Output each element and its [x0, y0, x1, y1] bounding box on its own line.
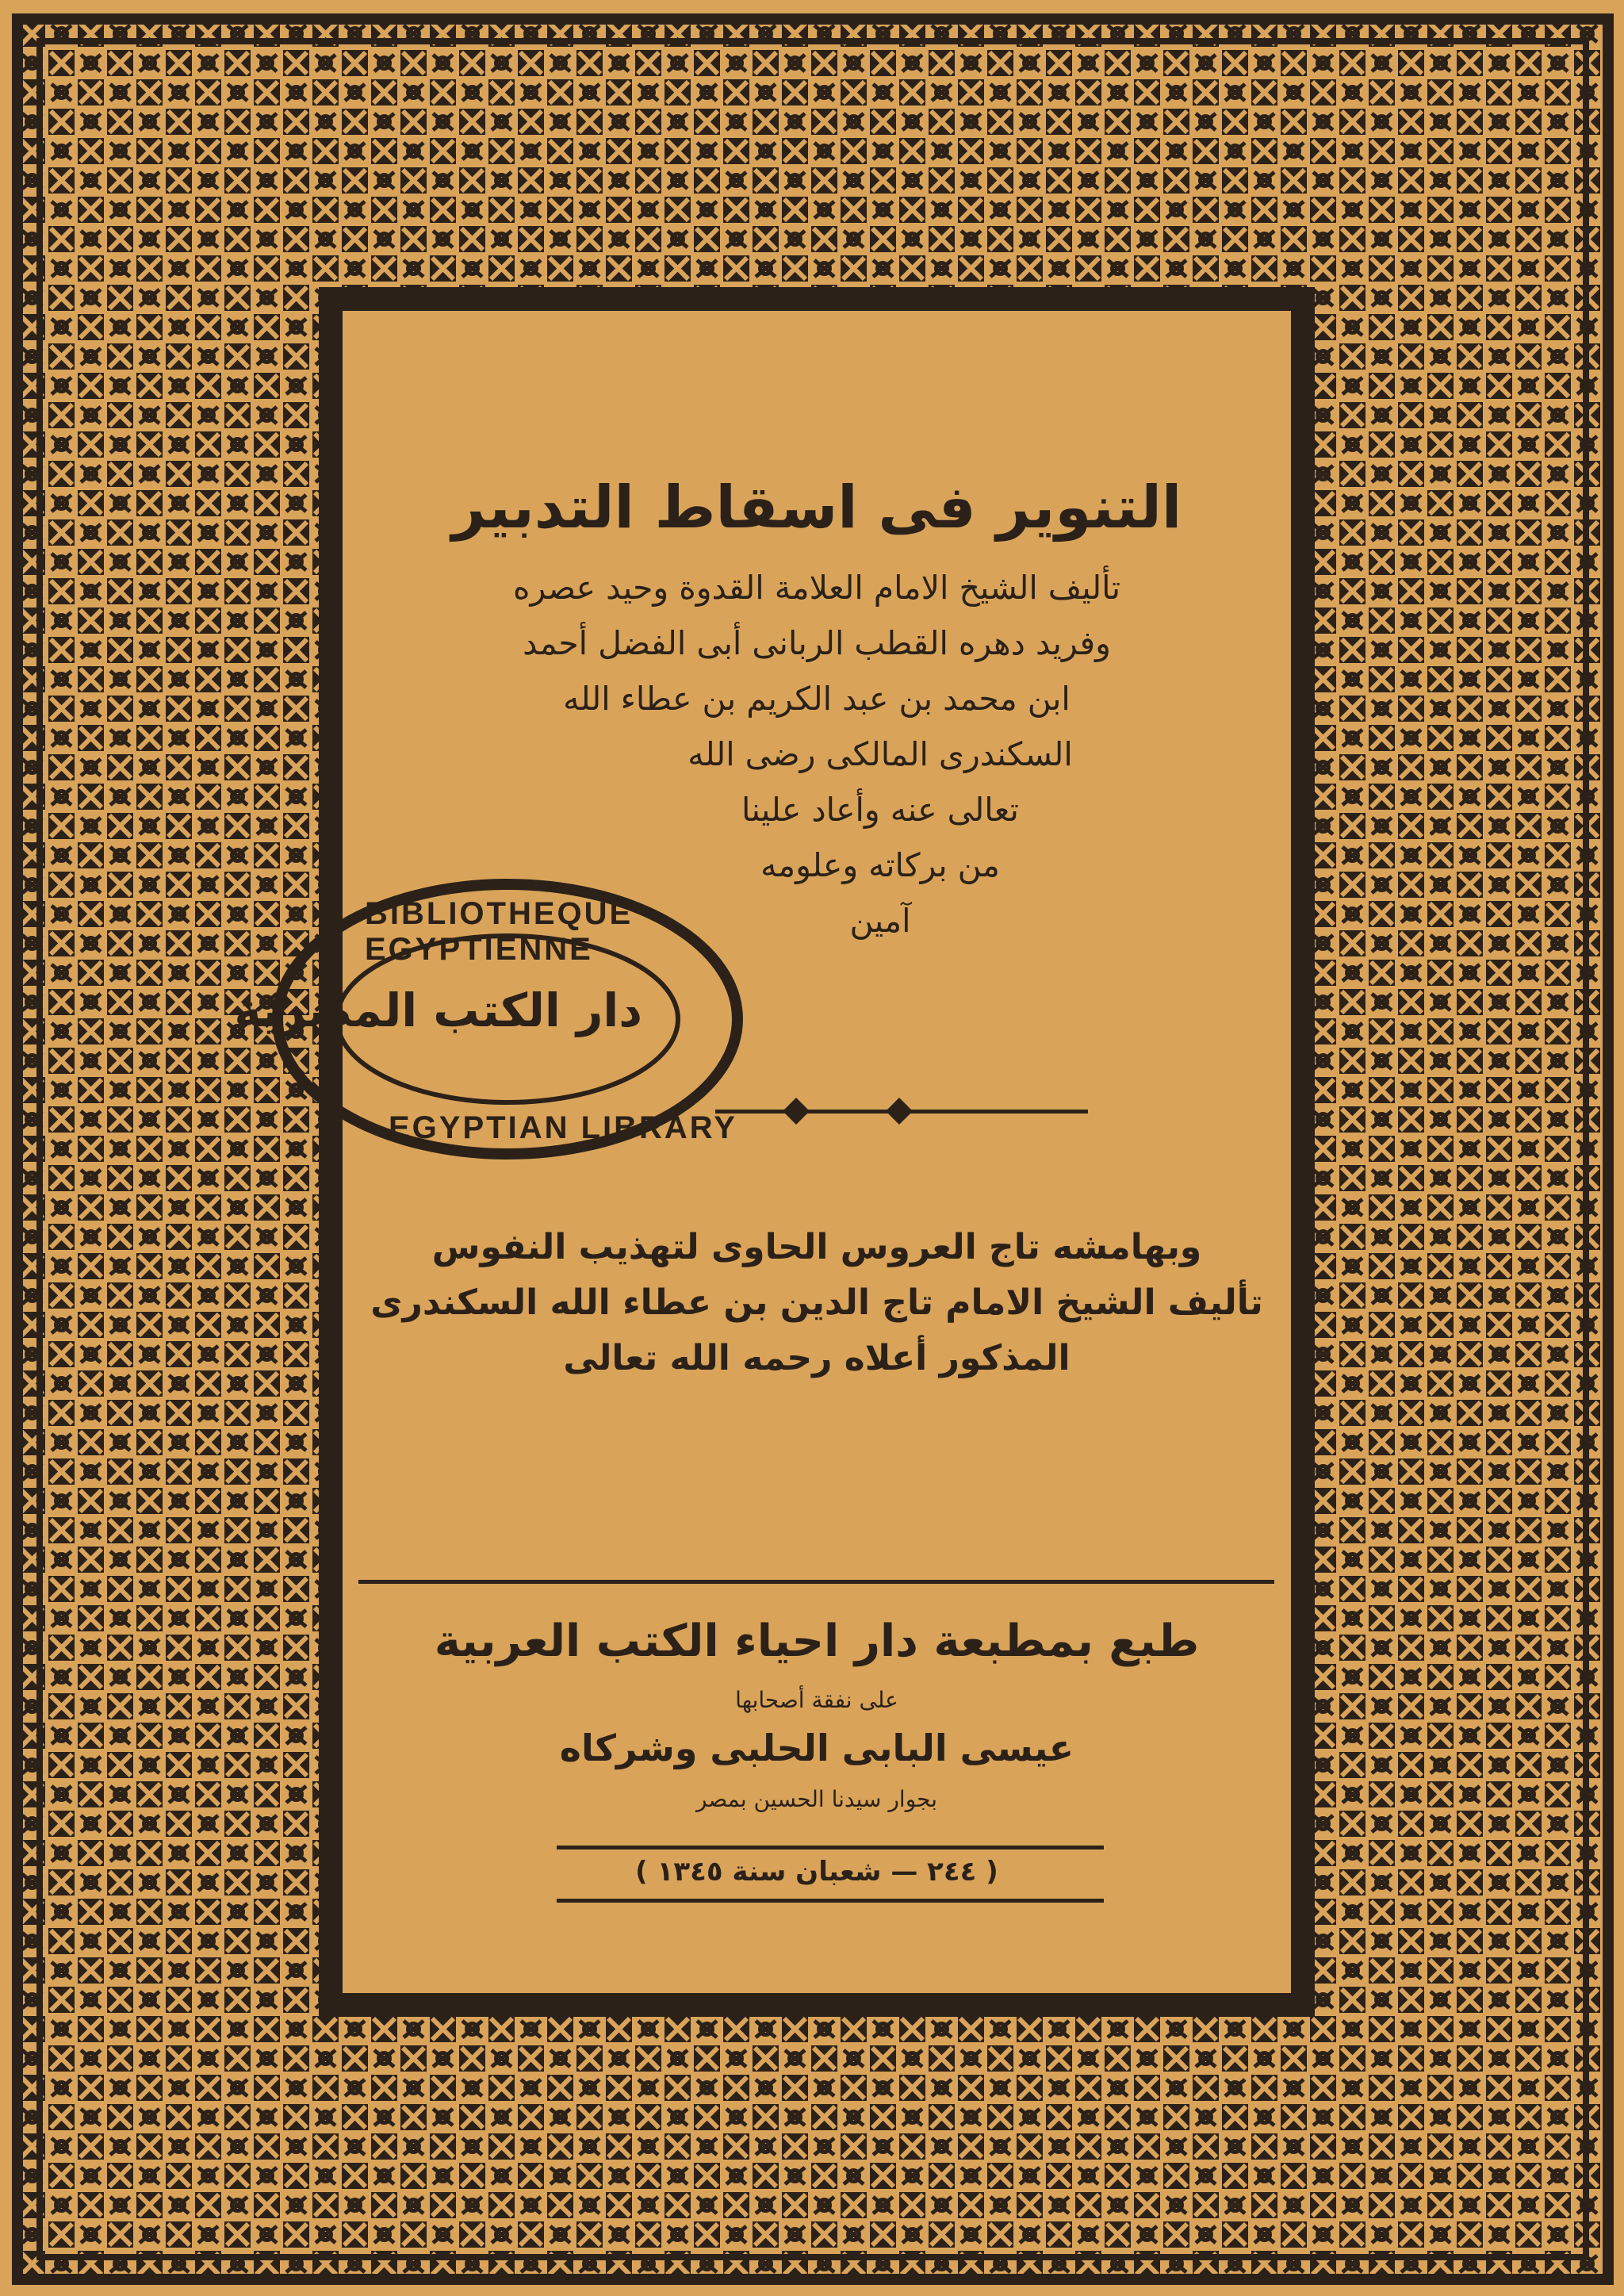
margin-line-1: وبهامشه تاج العروس الحاوى لتهذيب النفوس	[431, 1227, 1202, 1267]
margin-line-3: المذكور أعلاه رحمه الله تعالى	[563, 1338, 1071, 1378]
footer-rule-bottom	[557, 1899, 1104, 1903]
author-line-7: آمين	[849, 902, 911, 940]
library-stamp	[234, 872, 745, 1166]
printer-line-1: طبع بمطبعة دار احياء الكتب العربية	[434, 1616, 1200, 1667]
stamp-center-script: دار الكتب المصرية	[234, 983, 642, 1037]
margin-line-2: تأليف الشيخ الامام تاج الدين بن عطاء الله السكندرى	[370, 1282, 1263, 1323]
book-title: التنوير فى اسقاط التدبير	[451, 473, 1182, 542]
author-line-3: ابن محمد بن عبد الكريم بن عطاء الله	[563, 680, 1071, 718]
author-line-1: تأليف الشيخ الامام العلامة القدوة وحيد عصره	[513, 569, 1120, 607]
author-line-5: تعالى عنه وأعاد علينا	[741, 791, 1019, 829]
printer-line-4: بجوار سيدنا الحسين بمصر	[695, 1786, 938, 1812]
author-line-6: من بركاته وعلومه	[760, 846, 1000, 884]
author-line-2: وفريد دهره القطب الربانى أبى الفضل أحمد	[523, 624, 1111, 662]
printer-line-2: على نفقة أصحابها	[735, 1687, 898, 1713]
footer-rule-top	[557, 1846, 1104, 1849]
divider-ornament-right	[886, 1098, 913, 1125]
footer-number-date: ( ٢٤٤ — شعبان سنة ١٣٤٥ )	[635, 1856, 998, 1888]
long-divider	[358, 1580, 1274, 1584]
divider-ornament-left	[783, 1098, 810, 1125]
printer-line-3: عيسى البابى الحلبى وشركاه	[559, 1727, 1074, 1769]
author-line-4: السكندرى المالكى رضى الله	[688, 735, 1073, 773]
stamp-bottom-text: EGYPTIAN LIBRARY	[389, 1110, 737, 1145]
stamp-top-text: BIBLIOTHEQUE EGYPTIENNE	[365, 896, 634, 967]
